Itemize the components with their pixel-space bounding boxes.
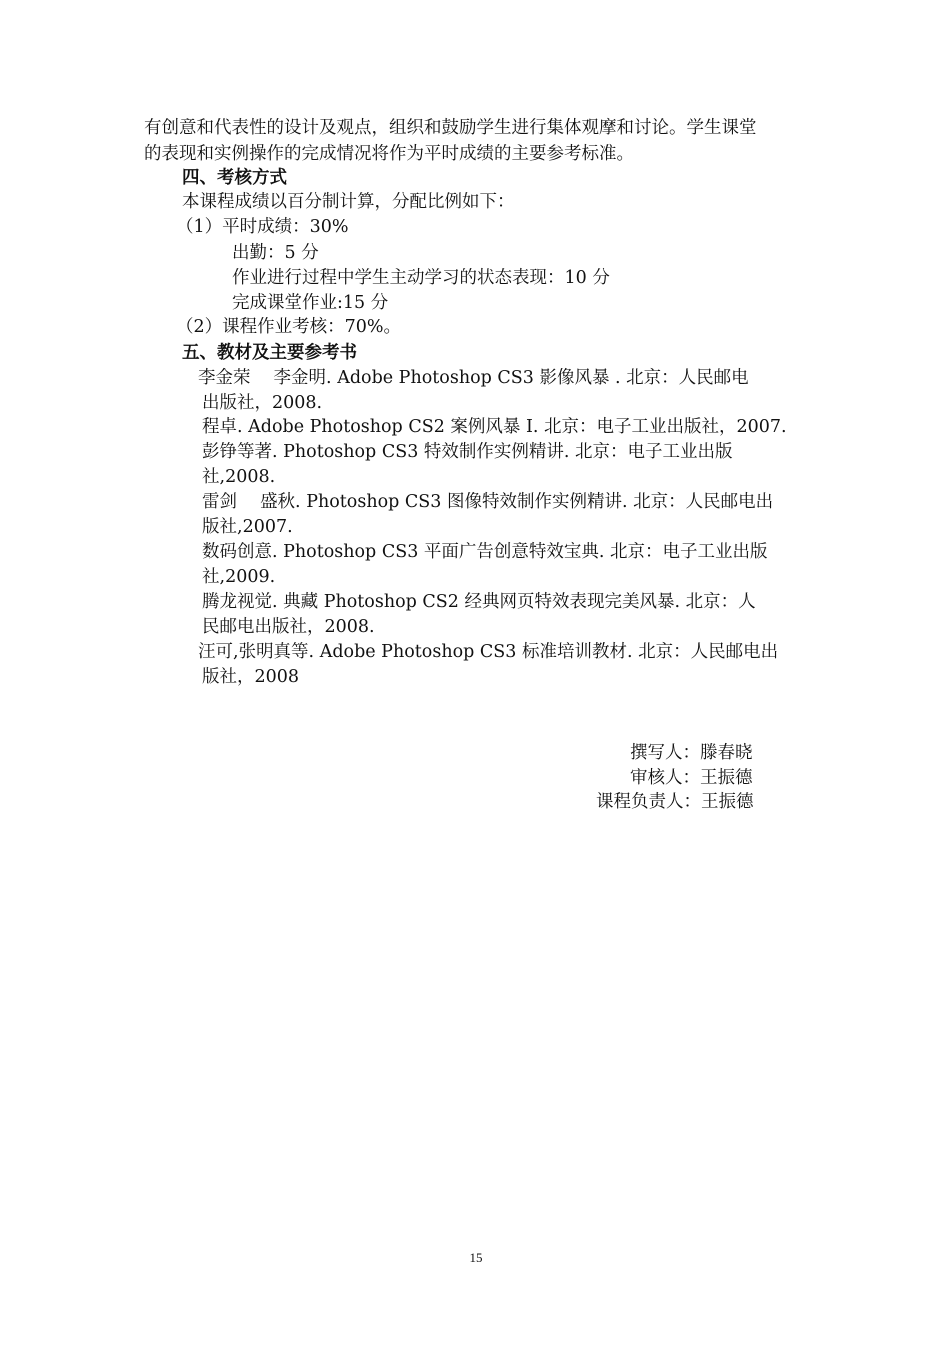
signature-reviewer: 审核人：王振德 — [630, 768, 753, 788]
reference-line: 社,2009. — [202, 567, 276, 587]
reference-line: 民邮电出版社，2008. — [202, 617, 375, 637]
reference-line: 腾龙视觉. 典藏 Photoshop CS2 经典网页特效表现完美风暴. 北京：人 — [202, 592, 756, 612]
body-text-line: 的表现和实例操作的完成情况将作为平时成绩的主要参考标准。 — [144, 144, 634, 164]
page-number: 15 — [469, 1250, 483, 1265]
reference-line: 社,2008. — [202, 467, 276, 487]
assessment-subitem: 作业进行过程中学生主动学习的状态表现：10 分 — [232, 268, 610, 288]
section-heading-assessment: 四、考核方式 — [182, 168, 287, 188]
assessment-intro: 本课程成绩以百分制计算，分配比例如下： — [182, 192, 515, 212]
reference-line: 数码创意. Photoshop CS3 平面广告创意特效宝典. 北京：电子工业出版 — [202, 542, 768, 562]
signature-course-owner: 课程负责人：王振德 — [596, 792, 754, 812]
body-text-line: 有创意和代表性的设计及观点，组织和鼓励学生进行集体观摩和讨论。学生课堂 — [144, 118, 757, 138]
reference-line: 程卓. Adobe Photoshop CS2 案例风暴 Ⅰ. 北京：电子工业出版社，2007. — [202, 417, 787, 437]
reference-line: 汪可,张明真等. Adobe Photoshop CS3 标准培训教材. 北京：人民邮电出 — [198, 642, 779, 662]
reference-line: 雷剑 盛秋. Photoshop CS3 图像特效制作实例精讲. 北京：人民邮电出 — [202, 492, 774, 512]
reference-line: 彭铮等著. Photoshop CS3 特效制作实例精讲. 北京：电子工业出版 — [202, 442, 733, 462]
assessment-subitem: 完成课堂作业:15 分 — [232, 293, 389, 313]
assessment-item-regular: （1）平时成绩：30% — [176, 217, 349, 237]
reference-line: 版社，2008 — [202, 667, 300, 687]
reference-line: 李金荣 李金明. Adobe Photoshop CS3 影像风暴 . 北京：人民邮电 — [198, 368, 749, 388]
signature-writer: 撰写人：滕春晓 — [630, 743, 753, 763]
section-heading-references: 五、教材及主要参考书 — [182, 343, 357, 363]
assessment-subitem: 出勤：5 分 — [232, 243, 319, 263]
reference-line: 出版社，2008. — [202, 393, 323, 413]
assessment-item-coursework: （2）课程作业考核：70%。 — [176, 317, 402, 337]
reference-line: 版社,2007. — [202, 517, 293, 537]
